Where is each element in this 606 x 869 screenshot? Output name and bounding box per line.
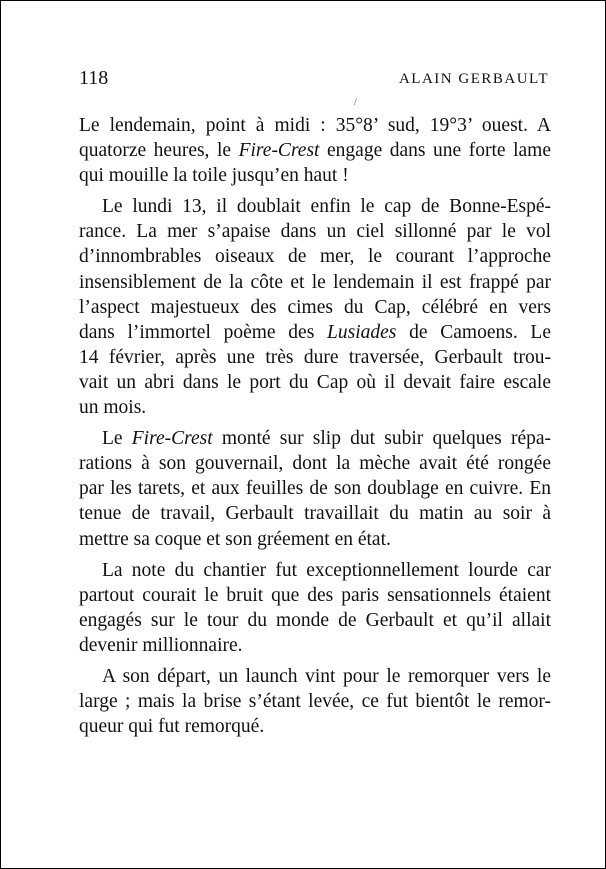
text-line: par les tarets, et aux feuilles de son doublage en cuivre. En: [79, 478, 551, 500]
text-line: rations à son gouvernail, dont la mèche avait été rongée: [79, 453, 551, 475]
text-line: mettre sa coque et son gréement en état.: [79, 528, 391, 550]
text-line: l’aspect majestueux des cimes du Cap, célébré en vers: [79, 296, 551, 318]
page-number: 118: [79, 67, 109, 89]
paragraph: [79, 194, 551, 420]
text-line: insensiblement de la côte et le lendemain il est frappé par: [79, 271, 551, 293]
paragraph: [79, 426, 551, 551]
text-line: 14 février, après une très dure traversée, Gerbault trou-: [79, 346, 551, 368]
text-line: Le lundi 13, il doublait enfin le cap de Bonne-Espé-: [102, 196, 551, 218]
paragraph: [79, 113, 551, 188]
page-header: [79, 67, 549, 95]
text-line: un mois.: [79, 397, 147, 419]
text-line: queur qui fut remorqué.: [79, 716, 265, 738]
text-line: d’innombrables oiseaux de mer, le courant l’approche: [79, 246, 551, 268]
text-line: quatorze heures, le Fire-Crest engage dans une forte lame: [79, 140, 551, 162]
paragraph: [79, 558, 551, 658]
text-line: vait un abri dans le port du Cap où il devait faire escale: [79, 371, 551, 393]
text-line: La note du chantier fut exceptionnellement lourde car: [102, 559, 551, 581]
text-line: dans l’immortel poème des Lusiades de Camoens. Le: [79, 321, 551, 343]
paragraph: [79, 664, 551, 739]
running-head: ALAIN GERBAULT: [398, 71, 549, 87]
text-line: Le lendemain, point à midi : 35°8’ sud, 19°3’ ouest. A: [79, 115, 551, 136]
text-line: partout courait le bruit que des paris sensationnels étaient: [79, 584, 551, 606]
text-line: large ; mais la brise s’étant levée, ce fut bientôt le remor-: [79, 691, 551, 713]
text-line: tenue de travail, Gerbault travaillait du matin au soir à: [79, 503, 551, 525]
text-line: A son départ, un launch vint pour le remorquer vers le: [102, 665, 551, 687]
text-line: rance. La mer s’apaise dans un ciel sillonné par le vol: [79, 221, 551, 243]
text-line: qui mouille la toile jusqu’en haut !: [79, 165, 349, 187]
body-text: [79, 113, 551, 739]
italic-title: Lusiades: [327, 321, 397, 343]
stray-mark: /: [354, 97, 357, 108]
italic-title: Fire-Crest: [238, 140, 320, 162]
text-line: engagés sur le tour du monde de Gerbault et qu’il allait: [79, 609, 551, 631]
text-line: Le Fire-Crest monté sur slip dut subir quelques répa-: [102, 428, 551, 450]
italic-title: Fire-Crest: [131, 428, 213, 450]
text-line: devenir millionnaire.: [79, 634, 243, 656]
